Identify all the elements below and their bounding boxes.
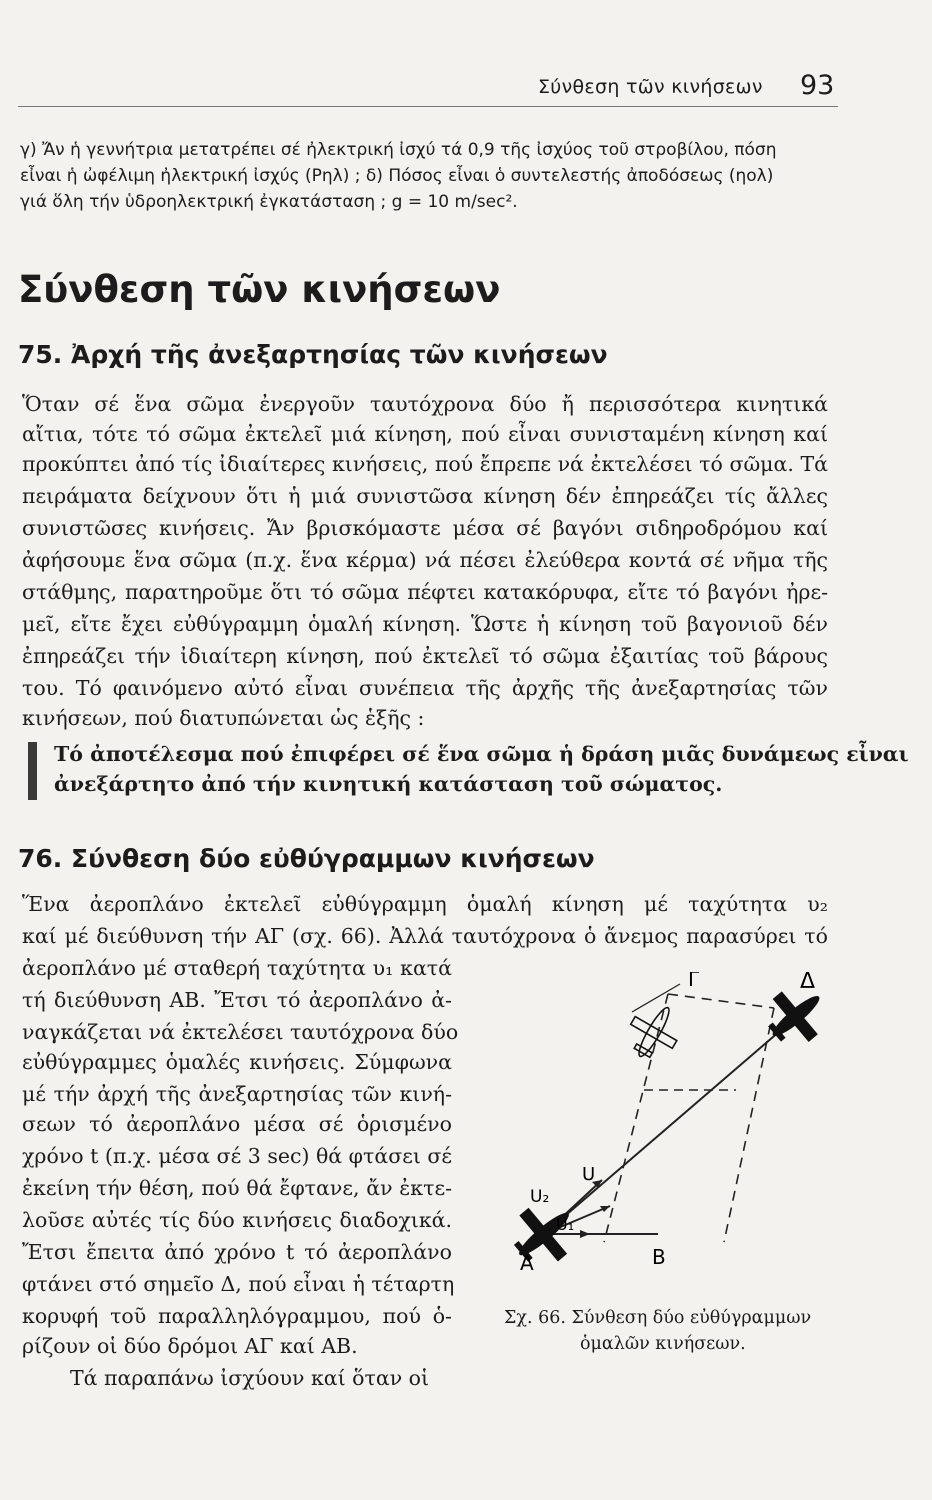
- label-u1: U₁: [556, 1215, 575, 1234]
- arrowhead-u1: [580, 1230, 590, 1238]
- heading-76: 76. Σύνθεση δύο εὐθύγραμμων κινήσεων: [18, 844, 595, 873]
- paragraph-line: ἐπηρεάζει τήν ἰδιαίτερη κίνηση, πού ἐκτελεῖ τό σῶμα ἐξαιτίας τοῦ βάρους: [22, 644, 828, 668]
- paragraph-line: ἀφήσουμε ἕνα σῶμα (π.χ. ἕνα κέρμα) νά πέσει ἐλεύθερα κοντά σέ νῆμα τῆς: [22, 548, 828, 572]
- propeller-line: [632, 984, 680, 1012]
- margin-bar: [28, 742, 37, 800]
- paragraph-line: τή διεύθυνση ΑΒ. Ἔτσι τό ἀεροπλάνο ἀ-: [22, 988, 452, 1012]
- paragraph-line: κορυφή τοῦ παραλληλόγραμμου, πού ὁ-: [22, 1304, 452, 1328]
- label-u2: U₂: [530, 1187, 550, 1207]
- paragraph-line: του. Τό φαινόμενο αὐτό εἶναι συνέπεια τῆς ἀρχῆς τῆς ἀνεξαρτησίας τῶν: [22, 676, 828, 700]
- velocity-parallelogram-figure: [484, 972, 844, 1272]
- problem-line: εἶναι ἡ ὠφέλιμη ἠλεκτρική ἰσχύς (Ρηλ) ; δ) Πόσος εἶναι ὁ συντελεστής ἀποδόσεως (ηολ): [20, 166, 774, 186]
- problem-line: γιά ὅλη τήν ὑδροηλεκτρική ἐγκατάσταση ; g = 10 m/sec².: [20, 192, 518, 212]
- label-u: U: [582, 1164, 596, 1185]
- paragraph-line: κινήσεων, πού διατυπώνεται ὡς ἑξῆς :: [22, 706, 425, 730]
- heading-75: 75. Ἀρχή τῆς ἀνεξαρτησίας τῶν κινήσεων: [18, 340, 608, 369]
- paragraph-line: ἐκείνη τήν θέση, πού θά ἔφτανε, ἄν ἐκτε-: [22, 1176, 452, 1200]
- paragraph-line: ναγκάζεται νά ἐκτελέσει ταυτόχρονα δύο: [22, 1020, 459, 1044]
- paragraph-line: χρόνο t (π.χ. μέσα σέ 3 sec) θά φτάσει σέ: [22, 1144, 452, 1168]
- paragraph-line: αἴτια, τότε τό σῶμα ἐκτελεῖ μιά κίνηση, πού εἶναι συνισταμένη κίνηση καί: [22, 422, 828, 446]
- running-header-title: Σύνθεση τῶν κινήσεων: [538, 76, 763, 98]
- paragraph-line: Ἔτσι ἔπειτα ἀπό χρόνο t τό ἀεροπλάνο: [22, 1240, 452, 1264]
- paragraph-line: Ἕνα ἀεροπλάνο ἐκτελεῖ εὐθύγραμμη ὁμαλή κίνηση μέ ταχύτητα υ₂: [22, 892, 828, 916]
- paragraph-line: μεῖ, εἴτε ἔχει εὐθύγραμμη ὁμαλή κίνηση. Ὥστε ἡ κίνηση τοῦ βαγονιοῦ δέν: [22, 612, 828, 636]
- paragraph-line: εὐθύγραμμες ὁμαλές κινήσεις. Σύμφωνα: [22, 1050, 452, 1074]
- airplane-icon-D: [755, 975, 837, 1056]
- paragraph-line: Τά παραπάνω ἰσχύουν καί ὅταν οἱ: [70, 1366, 430, 1390]
- page-number: 93: [800, 70, 835, 101]
- paragraph-line: στάθμης, παρατηροῦμε ὅτι τό σῶμα πέφτει κατακόρυφα, εἴτε τό βαγόνι ἠρε-: [22, 580, 828, 604]
- paragraph-line: φτάνει στό σημεῖο Δ, πού εἶναι ἡ τέταρτη: [22, 1272, 455, 1296]
- paragraph-line: προκύπτει ἀπό τίς ἰδιαίτερες κινήσεις, πού ἔπρεπε νά ἐκτελέσει τό σῶμα. Τά: [22, 452, 828, 476]
- paragraph-line: μέ τήν ἀρχή τῆς ἀνεξαρτησίας τῶν κινή-: [22, 1082, 452, 1106]
- paragraph-line: καί μέ διεύθυνση τήν ΑΓ (σχ. 66). Ἀλλά ταυτόχρονα ὁ ἄνεμος παρασύρει τό: [22, 924, 828, 948]
- header-rule: [18, 106, 838, 107]
- figure-caption: ὁμαλῶν κινήσεων.: [580, 1334, 746, 1354]
- paragraph-line: ρίζουν οἱ δύο δρόμοι ΑΓ καί ΑΒ.: [22, 1334, 358, 1358]
- paragraph-line: πειράματα δείχνουν ὅτι ἡ μιά συνιστῶσα κίνηση δέν ἐπηρεάζει τίς ἄλλες: [22, 484, 828, 508]
- airplane-icon-G: [619, 996, 689, 1068]
- paragraph-line: ἀεροπλάνο μέ σταθερή ταχύτητα υ₁ κατά: [22, 956, 452, 980]
- problem-line: γ) Ἄν ἡ γεννήτρια μετατρέπει σέ ἠλεκτρική ἰσχύ τά 0,9 τῆς ἰσχύος τοῦ στροβίλου, πόση: [20, 140, 777, 160]
- paragraph-line: Ὅταν σέ ἕνα σῶμα ἐνεργοῦν ταυτόχρονα δύο ἤ περισσότερα κινητικά: [22, 392, 828, 416]
- paragraph-line: συνιστῶσες κινήσεις. Ἄν βρισκόμαστε μέσα σέ βαγόνι σιδηροδρόμου καί: [22, 516, 828, 540]
- law-statement: ἀνεξάρτητο ἀπό τήν κινητική κατάσταση τοῦ σώματος.: [54, 772, 723, 796]
- resultant-AD: [544, 1012, 802, 1234]
- paragraph-line: λοῦσε αὐτές τίς δύο κινήσεις διαδοχικά.: [22, 1208, 452, 1232]
- law-statement: Τό ἀποτέλεσμα πού ἐπιφέρει σέ ἕνα σῶμα ἡ δράση μιᾶς δυνάμεως εἶναι: [54, 742, 909, 766]
- label-G: Γ: [688, 972, 700, 991]
- label-B: B: [652, 1245, 666, 1269]
- side-GD: [668, 994, 774, 1008]
- label-A: A: [520, 1251, 534, 1272]
- side-AG: [604, 994, 668, 1242]
- label-D: Δ: [800, 972, 816, 994]
- paragraph-line: σεων τό ἀεροπλάνο μέσα σέ ὁρισμένο: [22, 1112, 452, 1136]
- figure-caption: Σχ. 66. Σύνθεση δύο εὐθύγραμμων: [504, 1308, 812, 1328]
- section-title: Σύνθεση τῶν κινήσεων: [18, 268, 501, 311]
